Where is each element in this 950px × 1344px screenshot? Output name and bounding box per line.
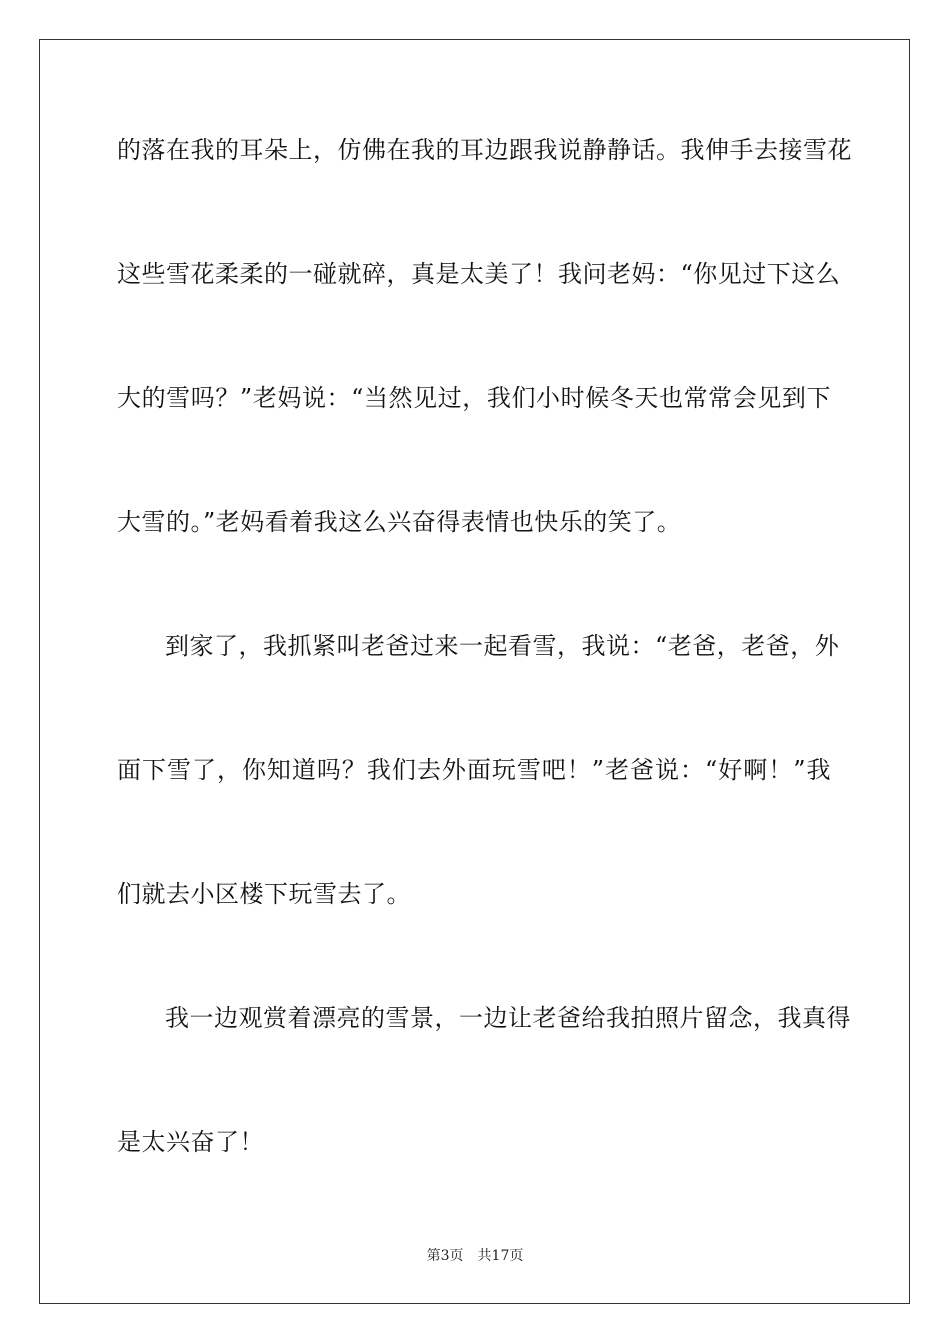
text-line-1: 的落在我的耳朵上，仿佛在我的耳边跟我说静静话。我伸手去接雪花 (117, 136, 852, 164)
text-line-8: 我一边观赏着漂亮的雪景，一边让老爸给我拍照片留念，我真得 (165, 1004, 851, 1032)
text-line-3: 大的雪吗？”老妈说：“当然见过，我们小时候冬天也常常会见到下 (117, 384, 831, 412)
text-line-9: 是太兴奋了！ (117, 1128, 264, 1156)
text-line-5: 到家了，我抓紧叫老爸过来一起看雪，我说：“老爸，老爸，外 (165, 632, 840, 660)
text-line-2: 这些雪花柔柔的一碰就碎，真是太美了！我问老妈：“你见过下这么 (117, 260, 841, 288)
page-number-footer: 第3页 共17页 (426, 1248, 524, 1264)
text-line-6: 面下雪了，你知道吗？我们去外面玩雪吧！”老爸说：“好啊！”我 (117, 756, 831, 784)
text-line-4: 大雪的。”老妈看着我这么兴奋得表情也快乐的笑了。 (117, 508, 682, 536)
text-line-7: 们就去小区楼下玩雪去了。 (117, 880, 411, 908)
page-border (39, 39, 910, 1304)
